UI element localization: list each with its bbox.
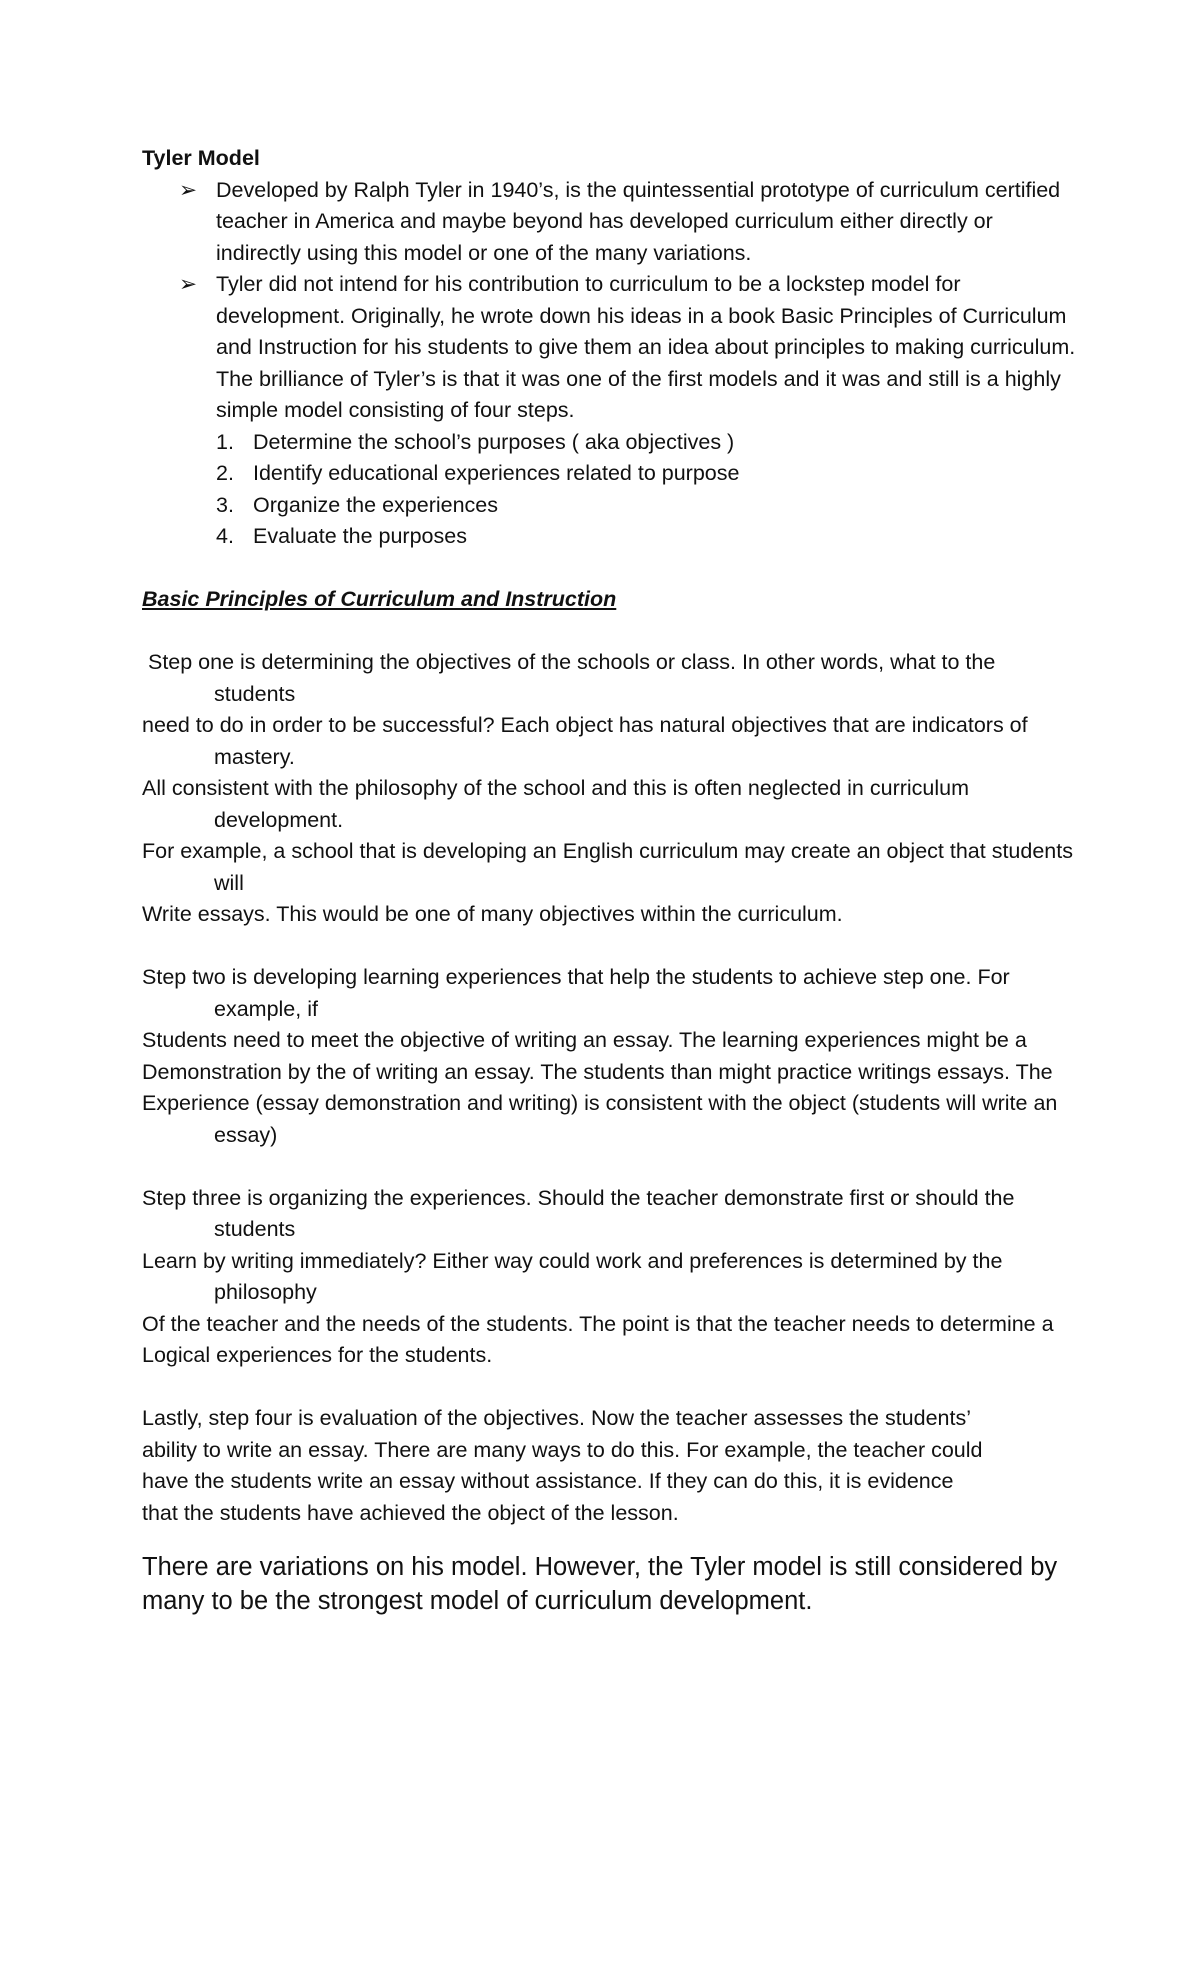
paragraph-line: need to do in order to be successful? Each object has natural objectives that are indicators of mastery. bbox=[142, 713, 1028, 769]
arrow-bullet-icon: ➢ bbox=[179, 272, 198, 296]
paragraph-line: Students need to meet the objective of writing an essay. The learning experiences might be a bbox=[142, 1028, 1027, 1052]
bullet-text: Tyler did not intend for his contribution to curriculum to be a lockstep model for development. Originally, he wrote down his ideas in a book Basic Principles of Curriculum and Instruction for his students to give them an idea about principles to making curriculum. The brilliance of Tyler’s is that it was one of the first models and it was and still is a highly simple model consisting of four steps. bbox=[216, 272, 1076, 422]
paragraph-line: ability to write an essay. There are many ways to do this. For example, the teacher could bbox=[142, 1437, 983, 1462]
step-two-paragraph bbox=[142, 962, 1082, 1151]
paragraph-line: Learn by writing immediately? Either way could work and preferences is determined by the philosophy bbox=[142, 1248, 1003, 1304]
step-text: Organize the experiences bbox=[253, 492, 499, 517]
step-list-item bbox=[142, 490, 1082, 522]
paragraph-line: Demonstration by the of writing an essay. The students than might practice writings essays. The bbox=[142, 1059, 1053, 1084]
closing-paragraph: There are variations on his model. However, the Tyler model is still considered by many to be the strongest model of curriculum development. bbox=[142, 1553, 1058, 1615]
step-list-item bbox=[142, 521, 1082, 553]
step-number: 4. bbox=[216, 524, 234, 548]
paragraph-line: All consistent with the philosophy of the school and this is often neglected in curriculum development. bbox=[142, 776, 970, 832]
step-list-item bbox=[142, 458, 1082, 490]
paragraph-line: Logical experiences for the students. bbox=[142, 1343, 493, 1367]
step-text: Determine the school’s purposes ( aka objectives ) bbox=[253, 429, 735, 454]
document-title: Tyler Model bbox=[142, 146, 260, 170]
document-body bbox=[142, 143, 1082, 1644]
bullet-text: Developed by Ralph Tyler in 1940’s, is the quintessential prototype of curriculum certified teacher in America and maybe beyond has developed curriculum either directly or indirectly using this model or one of the many variations. bbox=[216, 177, 1061, 265]
step-text: Identify educational experiences related to purpose bbox=[253, 461, 740, 485]
step-number: 1. bbox=[216, 429, 234, 454]
step-number: 2. bbox=[216, 461, 234, 485]
paragraph-line: Lastly, step four is evaluation of the objectives. Now the teacher assesses the students’ bbox=[142, 1406, 971, 1430]
paragraph-line: Write essays. This would be one of many objectives within the curriculum. bbox=[142, 902, 843, 926]
section-heading: Basic Principles of Curriculum and Instruction bbox=[142, 587, 617, 611]
paragraph-line: Step two is developing learning experiences that help the students to achieve step one. For example, if bbox=[142, 965, 1010, 1021]
bullet-item bbox=[142, 175, 1082, 270]
bullet-item bbox=[142, 269, 1082, 427]
step-four-paragraph bbox=[142, 1403, 1082, 1529]
step-three-paragraph bbox=[142, 1183, 1082, 1372]
step-one-paragraph bbox=[142, 647, 1082, 931]
paragraph-line: that the students have achieved the object of the lesson. bbox=[142, 1500, 679, 1525]
paragraph-line: Step three is organizing the experiences. Should the teacher demonstrate first or should the students bbox=[142, 1185, 1015, 1241]
step-list-item bbox=[142, 427, 1082, 459]
paragraph-line: Experience (essay demonstration and writing) is consistent with the object (students will write an essay) bbox=[142, 1091, 1058, 1147]
paragraph-line: Step one is determining the objectives of the schools or class. In other words, what to the students bbox=[142, 650, 1002, 706]
paragraph-line: Of the teacher and the needs of the students. The point is that the teacher needs to determine a bbox=[142, 1311, 1054, 1336]
paragraph-line: For example, a school that is developing an English curriculum may create an object that students will bbox=[142, 839, 1073, 895]
step-number: 3. bbox=[216, 492, 234, 517]
arrow-bullet-icon: ➢ bbox=[179, 177, 198, 202]
step-text: Evaluate the purposes bbox=[253, 524, 467, 548]
paragraph-line: have the students write an essay without assistance. If they can do this, it is evidence bbox=[142, 1469, 954, 1493]
